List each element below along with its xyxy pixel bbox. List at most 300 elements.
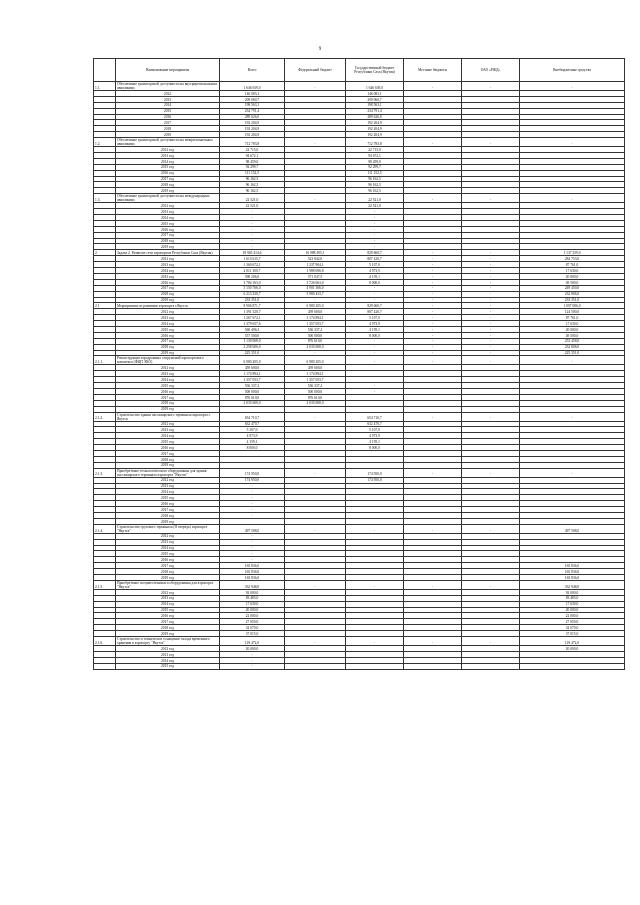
- table-row: [94, 468, 625, 477]
- value-cell: -: [285, 580, 346, 589]
- value-cell: -: [220, 501, 285, 507]
- value-cell: -: [346, 244, 404, 250]
- value-cell: 111 152,5: [346, 170, 404, 176]
- value-cell: 146 083,1: [220, 91, 285, 97]
- value-cell: 5 107,0: [346, 262, 404, 268]
- row-number-cell: 2.1: [94, 303, 116, 309]
- value-cell: 22 521,0: [346, 203, 404, 209]
- value-cell: -: [520, 82, 625, 91]
- row-name-cell: 2017 год: [116, 176, 220, 182]
- value-cell: 1 130 068,0: [220, 338, 285, 344]
- header-cell-2: Всего: [220, 59, 285, 82]
- value-cell: -: [462, 82, 520, 91]
- value-cell: -: [220, 244, 285, 250]
- value-cell: -: [346, 232, 404, 238]
- value-cell: -: [285, 82, 346, 91]
- row-name-cell: 2017 год: [116, 338, 220, 344]
- value-cell: -: [220, 545, 285, 551]
- value-cell: -: [346, 350, 404, 356]
- row-name-cell: 2019 год: [116, 575, 220, 581]
- value-cell: -: [346, 580, 404, 589]
- value-cell: 94 672,1: [346, 153, 404, 159]
- value-cell: 557 500,0: [220, 332, 285, 338]
- value-cell: 2 258 606,0: [220, 344, 285, 350]
- row-number-cell: 2.1.1.: [94, 356, 116, 365]
- value-cell: -: [220, 651, 285, 657]
- table-row: [94, 580, 625, 589]
- row-name-cell: 2012 год: [116, 646, 220, 652]
- value-cell: 232 806,0: [520, 344, 625, 350]
- value-cell: 536 337,2: [220, 383, 285, 389]
- row-number-cell: 1.2.: [94, 138, 116, 147]
- row-name-cell: 2017 год: [116, 285, 220, 291]
- row-name-cell: Обеспечение транспортной доступности на межрегиональных авиалиниях: [116, 138, 220, 147]
- value-cell: 22 521,0: [346, 194, 404, 203]
- value-cell: 22 715,0: [346, 147, 404, 153]
- header-cell-3: Федеральный бюджет: [285, 59, 346, 82]
- row-name-cell: 2017 год: [116, 563, 220, 569]
- value-cell: -: [404, 268, 462, 274]
- value-cell: 8 906 871,7: [220, 303, 285, 309]
- page-number: 9: [318, 47, 322, 52]
- value-cell: 1 267 672,1: [220, 315, 285, 321]
- value-cell: -: [346, 291, 404, 297]
- row-name-cell: 2015 год: [116, 663, 220, 669]
- row-name-cell: 2015 год: [116, 439, 220, 445]
- row-name-cell: 2013 год: [116, 651, 220, 657]
- row-name-cell: 2013 год: [116, 595, 220, 601]
- value-cell: -: [404, 321, 462, 327]
- value-cell: 87 761,0: [520, 315, 625, 321]
- row-name-cell: 2014 год: [116, 489, 220, 495]
- value-cell: 8 000,0: [346, 279, 404, 285]
- table-row: [94, 637, 625, 646]
- table-row: [94, 356, 625, 365]
- row-name-cell: Приобретение спецавтотехники и оборудования для аэропорта "Якутск": [116, 580, 220, 589]
- row-name-cell: 2015 год: [116, 164, 220, 170]
- value-cell: -: [404, 637, 462, 646]
- value-cell: -: [520, 194, 625, 203]
- value-cell: 5 107,0: [346, 315, 404, 321]
- value-cell: 1 097 006,0: [520, 303, 625, 309]
- value-cell: -: [404, 262, 462, 268]
- row-name-cell: 2017 год: [116, 232, 220, 238]
- value-cell: -: [346, 297, 404, 303]
- value-cell: [346, 663, 404, 669]
- value-cell: 1 988 696,8: [285, 268, 346, 274]
- value-cell: 192 204,9: [220, 126, 285, 132]
- row-name-cell: 2015 год: [116, 551, 220, 557]
- value-cell: -: [285, 350, 346, 356]
- value-cell: -: [404, 303, 462, 309]
- value-cell: 22 521,0: [220, 203, 285, 209]
- value-cell: 497 508,0: [220, 524, 285, 533]
- value-cell: 165 836,0: [220, 569, 285, 575]
- row-name-cell: 2018 год: [116, 400, 220, 406]
- row-name-cell: 2019 год: [116, 631, 220, 637]
- value-cell: -: [404, 468, 462, 477]
- value-cell: 1 613 615,7: [220, 256, 285, 262]
- value-cell: 111 152,5: [220, 170, 285, 176]
- value-cell: -: [346, 356, 404, 365]
- row-name-cell: 2018 год: [116, 182, 220, 188]
- value-cell: 87 761,0: [520, 262, 625, 268]
- value-cell: -: [346, 388, 404, 394]
- value-cell: 8 000,0: [220, 445, 285, 451]
- row-name-cell: 2013: [116, 96, 220, 102]
- value-cell: 96 162,5: [220, 188, 285, 194]
- row-name-cell: Обеспечение транспортной доступности на международных авиалиниях: [116, 194, 220, 203]
- value-cell: 459 600,0: [285, 365, 346, 371]
- value-cell: -: [285, 412, 346, 421]
- value-cell: 500 000,0: [285, 388, 346, 394]
- value-cell: 37 015,0: [520, 631, 625, 637]
- value-cell: -: [404, 194, 462, 203]
- value-cell: 96 162,5: [346, 176, 404, 182]
- row-name-cell: 2016 год: [116, 279, 220, 285]
- row-name-cell: 2019 год: [116, 297, 220, 303]
- value-cell: -: [462, 338, 520, 344]
- value-cell: 500 000,0: [220, 388, 285, 394]
- value-cell: -: [462, 285, 520, 291]
- value-cell: -: [404, 326, 462, 332]
- value-cell: 98 459,0: [220, 158, 285, 164]
- value-cell: -: [462, 297, 520, 303]
- value-cell: -: [404, 356, 462, 365]
- value-cell: 523 842,0: [285, 256, 346, 262]
- value-cell: 1 357 053,7: [220, 377, 285, 383]
- row-name-cell: 2015 год: [116, 326, 220, 332]
- value-cell: 2 035 600,0: [285, 400, 346, 406]
- row-name-cell: 2013 год: [116, 539, 220, 545]
- value-cell: 94 672,1: [220, 153, 285, 159]
- value-cell: 174 950,0: [346, 468, 404, 477]
- value-cell: -: [404, 350, 462, 356]
- value-cell: 209 060,7: [346, 96, 404, 102]
- value-cell: -: [462, 468, 520, 477]
- value-cell: -: [404, 279, 462, 285]
- value-cell: 632 470,7: [220, 421, 285, 427]
- row-name-cell: 2016 год: [116, 613, 220, 619]
- value-cell: 192 204,9: [220, 120, 285, 126]
- value-cell: 233 351,0: [520, 297, 625, 303]
- value-cell: 22 715,0: [220, 147, 285, 153]
- value-cell: 20 000,0: [520, 273, 625, 279]
- value-cell: 92 000,0: [220, 589, 285, 595]
- row-name-cell: 2014 год: [116, 321, 220, 327]
- row-name-cell: 2017: [116, 120, 220, 126]
- value-cell: -: [404, 297, 462, 303]
- value-cell: -: [346, 524, 404, 533]
- value-cell: -: [404, 332, 462, 338]
- value-cell: 1 360 672,1: [220, 262, 285, 268]
- value-cell: 209 060,7: [220, 96, 285, 102]
- value-cell: 165 836,0: [220, 563, 285, 569]
- value-cell: 6 980 205,0: [220, 356, 285, 365]
- value-cell: 571 047,5: [285, 273, 346, 279]
- row-number-cell: 2.1.2.: [94, 412, 116, 421]
- value-cell: 146 083,1: [346, 91, 404, 97]
- value-cell: 3 726 663,0: [285, 279, 346, 285]
- value-cell: -: [346, 220, 404, 226]
- row-name-cell: 2015 год: [116, 383, 220, 389]
- row-name-cell: 2012 год: [116, 477, 220, 483]
- value-cell: 165 836,0: [220, 575, 285, 581]
- row-name-cell: 2017 год: [116, 394, 220, 400]
- value-cell: -: [220, 215, 285, 221]
- value-cell: 118 472,0: [220, 637, 285, 646]
- value-cell: -: [220, 495, 285, 501]
- row-name-cell: 2015: [116, 108, 220, 114]
- value-cell: 654 710,7: [346, 412, 404, 421]
- value-cell: 5 980 433,7: [285, 291, 346, 297]
- value-cell: 632 470,7: [346, 421, 404, 427]
- value-cell: 5 107,0: [220, 427, 285, 433]
- financing-table: [93, 58, 625, 670]
- value-cell: -: [462, 268, 520, 274]
- value-cell: -: [220, 220, 285, 226]
- value-cell: -: [462, 309, 520, 315]
- value-cell: [404, 663, 462, 669]
- value-cell: 118 472,0: [520, 637, 625, 646]
- value-cell: 1 391 520,7: [220, 309, 285, 315]
- row-name-cell: 2016 год: [116, 557, 220, 563]
- row-name-cell: Задача 2. Развитие сети аэропортов Республики Саха (Якутия): [116, 250, 220, 256]
- value-cell: -: [404, 315, 462, 321]
- row-name-cell: 2018 год: [116, 569, 220, 575]
- value-cell: -: [346, 215, 404, 221]
- row-name-cell: 2016 год: [116, 445, 220, 451]
- value-cell: -: [462, 350, 520, 356]
- row-name-cell: 2012 год: [116, 203, 220, 209]
- value-cell: 536 337,2: [285, 383, 346, 389]
- value-cell: 1 237 904,1: [285, 262, 346, 268]
- value-cell: 233 351,0: [220, 297, 285, 303]
- value-cell: 232 806,0: [520, 291, 625, 297]
- row-name-cell: 2017 год: [116, 507, 220, 513]
- row-name-cell: 2018 год: [116, 456, 220, 462]
- value-cell: -: [346, 209, 404, 215]
- value-cell: 560 496,3: [220, 326, 285, 332]
- row-name-cell: 2012 год: [116, 309, 220, 315]
- row-name-cell: 2018 год: [116, 513, 220, 519]
- value-cell: [520, 663, 625, 669]
- value-cell: 4 159,1: [346, 326, 404, 332]
- value-cell: 1 646 639,0: [220, 82, 285, 91]
- row-name-cell: 2012 год: [116, 589, 220, 595]
- value-cell: -: [404, 344, 462, 350]
- value-cell: 8 000,0: [346, 332, 404, 338]
- value-cell: 22 000,0: [220, 613, 285, 619]
- row-name-cell: Приобретение технологического оборудования для здания пассажирского терминала аэропорта "Якутск": [116, 468, 220, 477]
- table-row: [94, 138, 625, 147]
- value-cell: 8 000,0: [346, 445, 404, 451]
- value-cell: 234 791,4: [346, 108, 404, 114]
- row-name-cell: 2018 год: [116, 625, 220, 631]
- value-cell: -: [462, 580, 520, 589]
- value-cell: 536 337,2: [285, 326, 346, 332]
- value-cell: 165 836,0: [520, 575, 625, 581]
- value-cell: -: [220, 238, 285, 244]
- value-cell: 2 011 300,7: [220, 268, 285, 274]
- row-name-cell: 2014 год: [116, 433, 220, 439]
- value-cell: 2 035 600,0: [285, 344, 346, 350]
- row-name-cell: 2016 год: [116, 388, 220, 394]
- row-name-cell: 2012 год: [116, 421, 220, 427]
- row-name-cell: 2014 год: [116, 601, 220, 607]
- row-name-cell: 2013 год: [116, 371, 220, 377]
- value-cell: 5 107,0: [346, 427, 404, 433]
- row-name-cell: 2013 год: [116, 427, 220, 433]
- row-name-cell: 2016 год: [116, 332, 220, 338]
- value-cell: 289 626,0: [346, 114, 404, 120]
- value-cell: 20 000,0: [220, 646, 285, 652]
- row-name-cell: Обеспечение транспортной доступности на внутрирегиональных авиалиниях: [116, 82, 220, 91]
- value-cell: -: [220, 539, 285, 545]
- value-cell: -: [404, 291, 462, 297]
- value-cell: -: [462, 356, 520, 365]
- value-cell: 92 299,7: [220, 164, 285, 170]
- row-name-cell: 2013 год: [116, 209, 220, 215]
- value-cell: 289 626,0: [220, 114, 285, 120]
- row-name-cell: 2012: [116, 91, 220, 97]
- table-row: [94, 412, 625, 421]
- table-row: [94, 82, 625, 91]
- value-cell: 2 035 600,0: [220, 400, 285, 406]
- row-number-cell: [94, 663, 116, 669]
- row-name-cell: 2012 год: [116, 256, 220, 262]
- row-name-cell: 2012 год: [116, 147, 220, 153]
- value-cell: 234 791,4: [220, 108, 285, 114]
- row-name-cell: 2015 год: [116, 220, 220, 226]
- value-cell: -: [220, 209, 285, 215]
- table-row: [94, 194, 625, 203]
- value-cell: 4 973,9: [220, 433, 285, 439]
- value-cell: -: [462, 321, 520, 327]
- value-cell: -: [462, 326, 520, 332]
- value-cell: -: [462, 332, 520, 338]
- value-cell: 174 950,0: [220, 477, 285, 483]
- value-cell: 20 000,0: [220, 607, 285, 613]
- value-cell: 17 630,0: [520, 321, 625, 327]
- value-cell: 32 070,0: [220, 625, 285, 631]
- row-name-cell: 2014 год: [116, 377, 220, 383]
- value-cell: -: [404, 338, 462, 344]
- value-cell: 712 783,8: [220, 138, 285, 147]
- value-cell: 459 600,0: [285, 309, 346, 315]
- value-cell: -: [346, 226, 404, 232]
- value-cell: 4 973,9: [346, 268, 404, 274]
- value-cell: -: [462, 412, 520, 421]
- row-name-cell: 2016 год: [116, 170, 220, 176]
- header-cell-1: Наименование мероприятия: [116, 59, 220, 82]
- row-name-cell: 2015 год: [116, 607, 220, 613]
- row-name-cell: 2012 год: [116, 533, 220, 539]
- value-cell: -: [285, 194, 346, 203]
- value-cell: 497 508,0: [520, 524, 625, 533]
- value-cell: 92 299,7: [346, 164, 404, 170]
- value-cell: 1 357 053,7: [285, 377, 346, 383]
- value-cell: 124 500,0: [520, 309, 625, 315]
- value-cell: -: [462, 637, 520, 646]
- value-cell: 32 070,0: [520, 625, 625, 631]
- value-cell: 1 137 259,0: [520, 250, 625, 256]
- value-cell: 20 000,0: [520, 646, 625, 652]
- header-cell-7: Внебюджетные средства: [520, 59, 625, 82]
- value-cell: 4 159,1: [220, 439, 285, 445]
- row-name-cell: 2016 год: [116, 226, 220, 232]
- row-name-cell: 2019 год: [116, 406, 220, 412]
- table-header-row: [94, 59, 625, 82]
- value-cell: 1 357 053,7: [285, 321, 346, 327]
- value-cell: 829 660,7: [346, 303, 404, 309]
- value-cell: -: [220, 226, 285, 232]
- value-cell: 92 000,0: [520, 589, 625, 595]
- value-cell: 3 784 163,0: [220, 279, 285, 285]
- value-cell: 20 000,0: [520, 607, 625, 613]
- value-cell: 1 379 657,6: [220, 321, 285, 327]
- row-name-cell: 2017 год: [116, 619, 220, 625]
- value-cell: 17 630,0: [520, 601, 625, 607]
- value-cell: -: [404, 524, 462, 533]
- value-cell: -: [462, 194, 520, 203]
- value-cell: -: [285, 468, 346, 477]
- row-name-cell: 2017 год: [116, 450, 220, 456]
- value-cell: -: [404, 285, 462, 291]
- header-cell-4: Государственный бюджет Республики Саха (Якутия): [346, 59, 404, 82]
- row-name-cell: Строительство здания пассажирского терминала аэропорта г. Якутск: [116, 412, 220, 421]
- row-number-cell: 2.1.4.: [94, 524, 116, 533]
- value-cell: 4 973,9: [346, 433, 404, 439]
- value-cell: -: [220, 551, 285, 557]
- value-cell: -: [520, 412, 625, 421]
- value-cell: 27 650,0: [220, 619, 285, 625]
- value-cell: 22 521,0: [220, 194, 285, 203]
- row-name-cell: Реконструкция аэродромных сооружений аэропортового комплекса (ФЦП ЭКО): [116, 356, 220, 365]
- value-cell: 192 204,9: [346, 120, 404, 126]
- value-cell: 4 159,1: [346, 273, 404, 279]
- value-cell: -: [285, 138, 346, 147]
- row-name-cell: Строительство грузового терминала (II очередь) аэропорта "Якутск": [116, 524, 220, 533]
- value-cell: 96 162,5: [346, 182, 404, 188]
- value-cell: 198 563,1: [346, 102, 404, 108]
- value-cell: 654 710,7: [220, 412, 285, 421]
- value-cell: 18 965 414,6: [220, 250, 285, 256]
- row-name-cell: 2015 год: [116, 273, 220, 279]
- value-cell: 598 206,0: [220, 273, 285, 279]
- row-name-cell: 2014: [116, 102, 220, 108]
- row-name-cell: 2019 год: [116, 350, 220, 356]
- value-cell: 5 150 766,0: [220, 285, 285, 291]
- value-cell: -: [346, 238, 404, 244]
- value-cell: -: [285, 637, 346, 646]
- value-cell: -: [520, 356, 625, 365]
- value-cell: -: [404, 82, 462, 91]
- value-cell: 16 988 495,1: [285, 250, 346, 256]
- value-cell: 22 000,0: [520, 613, 625, 619]
- value-cell: 96 162,5: [220, 176, 285, 182]
- value-cell: -: [404, 580, 462, 589]
- row-name-cell: 2012 год: [116, 365, 220, 371]
- value-cell: -: [404, 273, 462, 279]
- row-number-cell: 2.: [94, 250, 116, 256]
- header-cell-0: [94, 59, 116, 82]
- row-name-cell: 2014 год: [116, 268, 220, 274]
- value-cell: 284 753,0: [520, 256, 625, 262]
- row-name-cell: 2018 год: [116, 344, 220, 350]
- value-cell: 4 973,9: [346, 321, 404, 327]
- value-cell: 17 630,0: [520, 268, 625, 274]
